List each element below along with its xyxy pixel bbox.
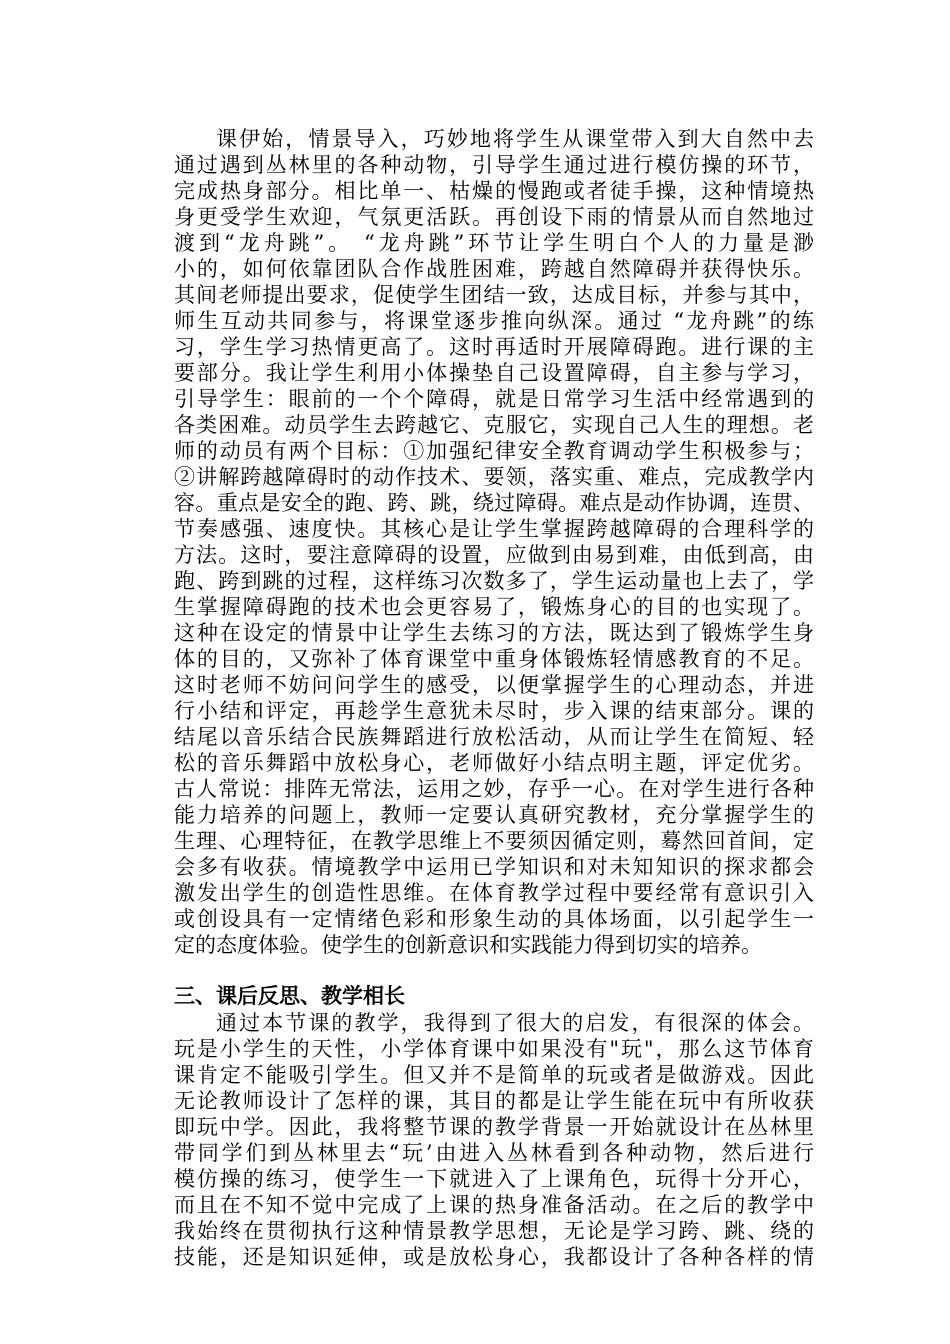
paragraph-1-line: 课伊始，情景导入，巧妙地将学生从课堂带入到大自然中去 xyxy=(216,127,814,151)
paragraph-1-line: 师的动员有两个目标：①加强纪律安全教育调动学生积极参与； xyxy=(174,439,814,463)
paragraph-2-line: 无论教师设计了怎样的课，其目的都是让学生能在玩中有所收获 xyxy=(174,1089,814,1113)
paragraph-2-line: 通过本节课的教学，我得到了很大的启发，有很深的体会。 xyxy=(216,1011,814,1035)
paragraph-1-line: 生理、心理特征，在教学思维上不要须因循定则，蓦然回首间，定 xyxy=(174,829,814,853)
paragraph-2-line: 即玩中学。因此，我将整节课的教学背景一开始就设计在丛林里 xyxy=(174,1115,814,1139)
paragraph-1-line: 通过遇到丛林里的各种动物，引导学生通过进行模仿操的环节， xyxy=(174,153,814,177)
paragraph-1-line: 节奏感强、速度快。其核心是让学生掌握跨越障碍的合理科学的 xyxy=(174,517,814,541)
paragraph-1-line: 引导学生：眼前的一个个障碍，就是日常学习生活中经常遇到的 xyxy=(174,387,814,411)
paragraph-1-line: 小的，如何依靠团队合作战胜困难，跨越自然障碍并获得快乐。 xyxy=(174,257,814,281)
paragraph-1-line: 古人常说：排阵无常法，运用之妙，存乎一心。在对学生进行各种 xyxy=(174,777,814,801)
paragraph-1-line: 完成热身部分。相比单一、枯燥的慢跑或者徒手操，这种情境热 xyxy=(174,179,814,203)
paragraph-1-line: 松的音乐舞蹈中放松身心，老师做好小结点明主题，评定优劣。 xyxy=(174,751,814,775)
paragraph-1-line: 要部分。我让学生利用小体操垫自己设置障碍，自主参与学习， xyxy=(174,361,814,385)
paragraph-1-line: 或创设具有一定情绪色彩和形象生动的具体场面，以引起学生一 xyxy=(174,907,814,931)
paragraph-1-line: 这种在设定的情景中让学生去练习的方法，既达到了锻炼学生身 xyxy=(174,621,814,645)
paragraph-1-line: 容。重点是安全的跑、跨、跳，绕过障碍。难点是动作协调，连贯、 xyxy=(174,491,814,515)
paragraph-2-line: 玩是小学生的天性，小学体育课中如果没有"玩"，那么这节体育 xyxy=(174,1037,814,1061)
paragraph-1-line: ②讲解跨越障碍时的动作技术、要领，落实重、难点，完成教学内 xyxy=(174,465,814,489)
paragraph-1-line: 师生互动共同参与，将课堂逐步推向纵深。通过 “龙舟跳”的练 xyxy=(174,309,814,333)
paragraph-1-line: 行小结和评定，再趁学生意犹未尽时，步入课的结束部分。课的 xyxy=(174,699,814,723)
paragraph-1-line: 跑、跨到跳的过程，这样练习次数多了，学生运动量也上去了，学 xyxy=(174,569,814,593)
paragraph-2-line: 带同学们到丛林里去“玩’由进入丛林看到各种动物，然后进行 xyxy=(174,1141,814,1165)
paragraph-1-line: 激发出学生的创造性思维。在体育教学过程中要经常有意识引入 xyxy=(174,881,814,905)
paragraph-1-line: 会多有收获。情境教学中运用已学知识和对未知知识的探求都会 xyxy=(174,855,814,879)
paragraph-1-line: 定的态度体验。使学生的创新意识和实践能力得到切实的培养。 xyxy=(174,933,762,957)
paragraph-2-line: 课肯定不能吸引学生。但又并不是简单的玩或者是做游戏。因此 xyxy=(174,1063,814,1087)
paragraph-1-line: 其间老师提出要求，促使学生团结一致，达成目标，并参与其中， xyxy=(174,283,814,307)
paragraph-1-line: 各类困难。动员学生去跨越它、克服它，实现自己人生的理想。老 xyxy=(174,413,814,437)
paragraph-2-line: 而且在不知不觉中完成了上课的热身准备活动。在之后的教学中 xyxy=(174,1193,814,1217)
paragraph-2-line: 模仿操的练习，使学生一下就进入了上课角色，玩得十分开心， xyxy=(174,1167,814,1191)
section-heading: 三、课后反思、教学相长 xyxy=(174,984,405,1008)
paragraph-1-line: 习，学生学习热情更高了。这时再适时开展障碍跑。进行课的主 xyxy=(174,335,814,359)
paragraph-1-line: 生掌握障碍跑的技术也会更容易了，锻炼身心的目的也实现了。 xyxy=(174,595,814,619)
paragraph-1-line: 结尾以音乐结合民族舞蹈进行放松活动，从而让学生在简短、轻 xyxy=(174,725,814,749)
paragraph-1-line: 这时老师不妨问问学生的感受，以便掌握学生的心理动态，并进 xyxy=(174,673,814,697)
paragraph-1-line: 渡到“龙舟跳”。 “龙舟跳”环节让学生明白个人的力量是渺 xyxy=(174,231,814,255)
paragraph-2-line: 我始终在贯彻执行这种情景教学思想，无论是学习跨、跳、绕的 xyxy=(174,1219,814,1243)
paragraph-1-line: 能力培养的问题上，教师一定要认真研究教材，充分掌握学生的 xyxy=(174,803,814,827)
paragraph-2-line: 技能，还是知识延伸，或是放松身心，我都设计了各种各样的情 xyxy=(174,1245,814,1269)
paragraph-1-line: 体的目的，又弥补了体育课堂中重身体锻炼轻情感教育的不足。 xyxy=(174,647,814,671)
paragraph-1-line: 方法。这时，要注意障碍的设置，应做到由易到难，由低到高，由 xyxy=(174,543,814,567)
paragraph-1-line: 身更受学生欢迎，气氛更活跃。再创设下雨的情景从而自然地过 xyxy=(174,205,814,229)
